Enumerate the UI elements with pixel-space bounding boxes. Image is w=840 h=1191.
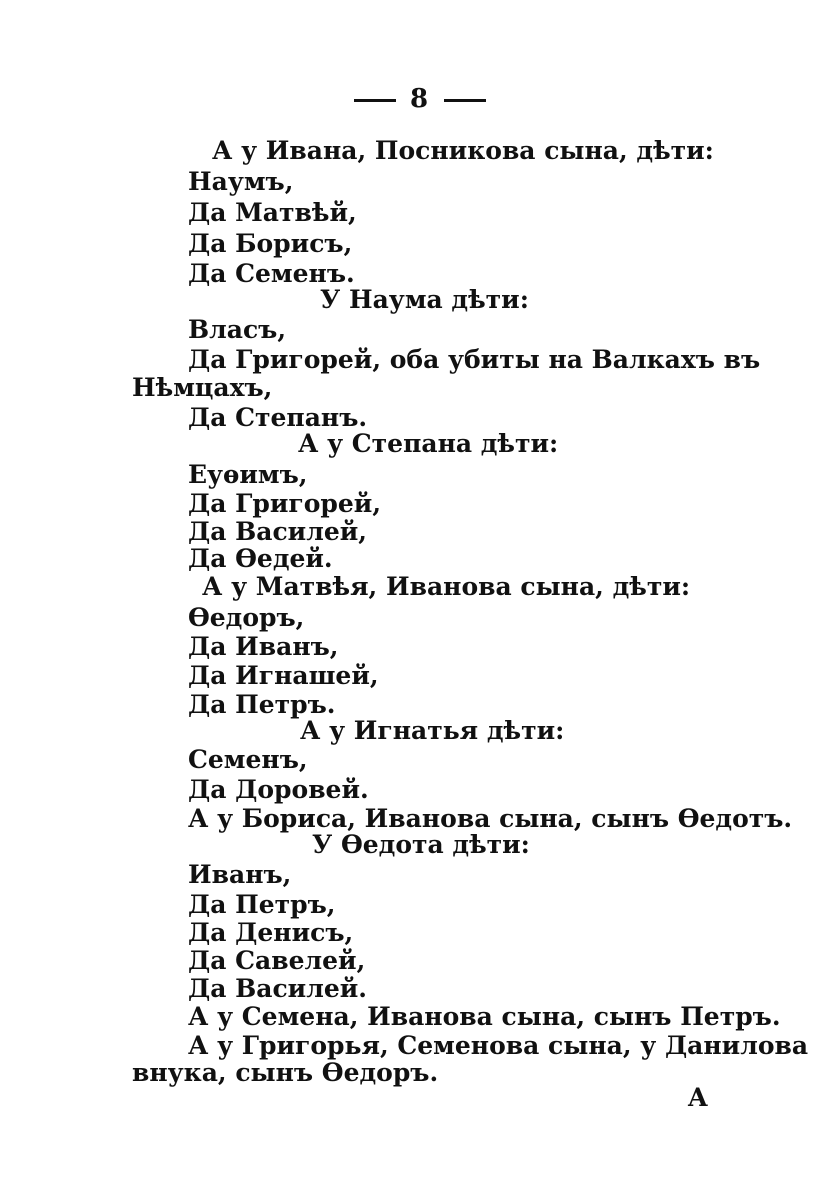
text-line: Нѣмцахъ, [132,373,273,402]
text-line: Еуѳимъ, [188,460,308,489]
text-line: Да Игнашей, [188,661,379,690]
text-line: Да Семенъ. [188,259,355,288]
text-line: А у Семена, Иванова сына, сынъ Петръ. [188,1002,781,1031]
text-line: Да Григорей, [188,489,382,518]
text-line: Да Петръ. [188,690,336,719]
catchword: А [687,1083,708,1112]
text-line: Да Василей. [188,974,368,1003]
text-line: Да Петръ, [188,890,336,919]
text-line-heading: А у Ивана, Посникова сына, дѣти: [212,136,714,165]
text-line-heading: А у Матвѣя, Иванова сына, дѣти: [202,572,691,601]
page-number: 8 [409,84,431,114]
left-rule [354,99,396,102]
text-line: Да Савелей, [188,946,366,975]
text-line-heading: У Наума дѣти: [320,285,529,314]
text-line: Да Иванъ, [188,632,339,661]
page-number-header [0,84,840,114]
text-line: Да Матвѣй, [188,198,357,227]
text-line: Да Григорей, оба убиты на Валкахъ въ [188,345,761,374]
text-line: Да Денисъ, [188,918,354,947]
text-line: Иванъ, [188,860,292,889]
text-line: Да Ѳедей. [188,544,333,573]
text-line: Наумъ, [188,167,294,196]
right-rule [444,99,486,102]
text-line: внука, сынъ Ѳедоръ. [132,1058,439,1087]
text-line-heading: А у Игнатья дѣти: [300,716,565,745]
text-line-heading: У Ѳедота дѣти: [312,830,530,859]
text-line-heading: А у Степана дѣти: [298,429,559,458]
text-line: Семенъ, [188,745,308,774]
text-line: А у Бориса, Иванова сына, сынъ Ѳедотъ. [188,804,793,833]
text-line: Ѳедоръ, [188,603,305,632]
text-line: Да Доровей. [188,775,369,804]
text-line: А у Григорья, Семенова сына, у Данилова [188,1031,809,1060]
text-line: Да Василей, [188,517,368,546]
text-line: Да Борисъ, [188,229,353,258]
text-line: Власъ, [188,315,287,344]
text-line: Да Степанъ. [188,403,368,432]
